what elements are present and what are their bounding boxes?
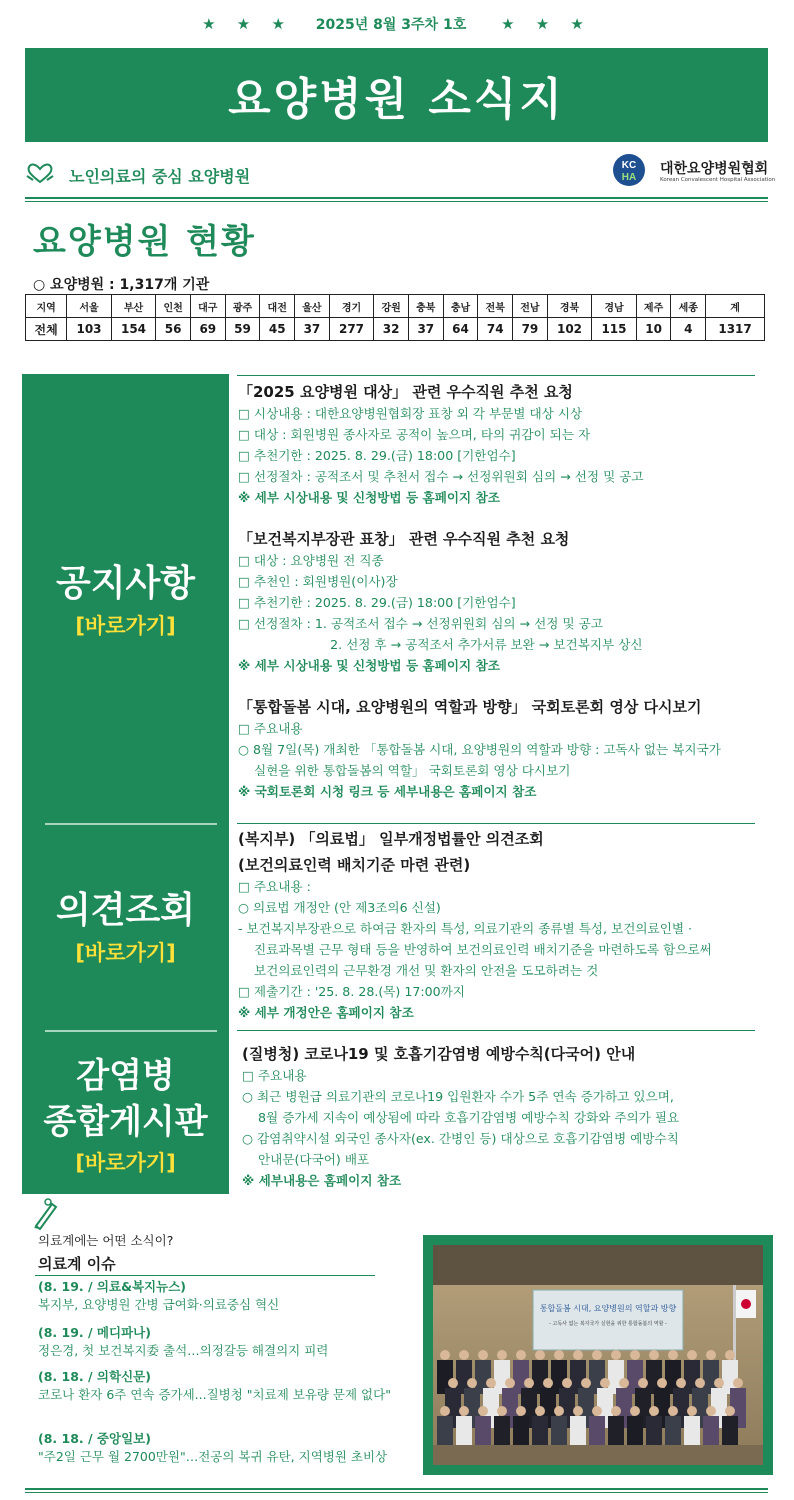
region-header-cell: 경남 (592, 295, 636, 318)
notice-section (238, 381, 788, 802)
region-value-cell: 79 (513, 318, 548, 341)
region-value-cell: 154 (111, 318, 155, 341)
infection-line: ○ 감염취약시설 외국인 종사자(ex. 간병인 등) 대상으로 호흡기감염병 예방수칙 (242, 1131, 679, 1146)
region-value-cell: 32 (374, 318, 409, 341)
status-title: 요양병원 현황 (33, 222, 256, 262)
title-banner (25, 48, 768, 142)
notice-note: ※ 세부 시상내용 및 신청방법 등 홈페이지 참조 (238, 490, 500, 505)
opinion-line: 보건의료인력의 근무환경 개선 및 환자의 안전을 도모하려는 것 (238, 963, 599, 978)
region-header-cell: 제주 (636, 295, 671, 318)
region-header-cell: 대구 (190, 295, 225, 318)
opinion-title-1[interactable]: (복지부) 「의료법」 일부개정법률안 의견조회 (238, 830, 544, 848)
news-item[interactable] (38, 1324, 408, 1360)
region-value-cell: 56 (156, 318, 191, 341)
svg-text:HA: HA (621, 172, 637, 183)
news-title[interactable]: "주2일 근무 월 2700만원"…전공의 복귀 유탄, 지역병원 초비상 (38, 1449, 388, 1464)
region-value-cell: 1317 (706, 318, 765, 341)
region-value-cell: 277 (329, 318, 373, 341)
region-header-cell: 전남 (513, 295, 548, 318)
photo-frame (423, 1235, 773, 1475)
notice-panel-title: 공지사항 (55, 563, 196, 604)
header-divider (25, 197, 768, 202)
region-value-cell: 102 (547, 318, 591, 341)
region-value-cell: 37 (408, 318, 443, 341)
notice-item-2 (238, 528, 788, 676)
opinion-line: - 보건복지부장관으로 하여금 환자의 특성, 의료기관의 종류별 특성, 보건의료인별 · (238, 921, 693, 936)
newsletter-title: 요양병원 소식지 (228, 74, 565, 125)
region-header-cell: 전북 (478, 295, 513, 318)
region-header-cell: 대전 (260, 295, 295, 318)
region-header-cell: 강원 (374, 295, 409, 318)
slogan (25, 162, 250, 188)
opinion-line: ○ 의료법 개정안 (안 제3조의6 신설) (238, 900, 441, 915)
region-header-cell: 경기 (329, 295, 373, 318)
notice-item-3 (238, 696, 788, 802)
opinion-line: □ 제출기간 : '25. 8. 28.(목) 17:00까지 (238, 984, 465, 999)
notice-line: 2. 선정 후 → 공적조서 추가서류 보완 → 보건복지부 상신 (238, 637, 643, 652)
infection-panel-title-1: 감염병 (76, 1056, 175, 1096)
slogan-text: 노인의료의 중심 요양병원 (69, 166, 251, 186)
notice-line: □ 추천인 : 회원병원(이사)장 (238, 574, 398, 589)
svg-text:KC: KC (621, 160, 637, 171)
infection-section (242, 1043, 792, 1191)
region-value-cell: 45 (260, 318, 295, 341)
pen-icon (30, 1198, 60, 1234)
news-source: (8. 19. / 메디파나) (38, 1325, 151, 1340)
news-item[interactable] (38, 1430, 398, 1466)
kcha-logo-icon (606, 152, 652, 192)
region-header-cell: 인천 (156, 295, 191, 318)
notice-link[interactable]: [바로가기] (75, 614, 176, 638)
footer-divider (25, 1488, 768, 1493)
issue-number: 2025년 8월 3주차 1호 (315, 17, 467, 33)
association-subtitle: Korean Convalescent Hospital Association (660, 177, 776, 183)
notice-line: □ 선정절차 : 1. 공적조서 접수 → 선정위원회 심의 → 선정 및 공고 (238, 616, 603, 631)
notice-title[interactable]: 「통합돌봄 시대, 요양병원의 역할과 방향」 국회토론회 영상 다시보기 (238, 698, 702, 716)
infection-title[interactable]: (질병청) 코로나19 및 호흡기감염병 예방수칙(다국어) 안내 (242, 1045, 636, 1063)
opinion-line: □ 주요내용 : (238, 879, 311, 894)
notice-line: □ 대상 : 요양병원 전 직종 (238, 553, 384, 568)
region-value-cell: 4 (671, 318, 706, 341)
region-header-cell: 광주 (225, 295, 260, 318)
region-header-cell: 지역 (26, 295, 67, 318)
issue-line (0, 14, 794, 34)
notice-note: ※ 세부 시상내용 및 신청방법 등 홈페이지 참조 (238, 658, 500, 673)
opinion-section (238, 828, 788, 1023)
forum-group-photo[interactable] (433, 1245, 763, 1465)
svg-text:- 고독사 없는 복지국가 실현을 위한 통합돌봄의 역할: - 고독사 없는 복지국가 실현을 위한 통합돌봄의 역할 - (549, 1321, 667, 1327)
news-source: (8. 19. / 의료&복지뉴스) (38, 1279, 186, 1294)
news-title[interactable]: 정은경, 첫 보건복지委 출석…의정갈등 해결의지 피력 (38, 1343, 329, 1358)
region-header-cell: 계 (706, 295, 765, 318)
panel-divider-2 (45, 1030, 217, 1032)
news-item[interactable] (38, 1278, 408, 1314)
svg-text:통합돌봄 시대, 요양병원의 역할과 방향: 통합돌봄 시대, 요양병원의 역할과 방향 (539, 1304, 677, 1313)
heart-hands-icon (25, 162, 55, 188)
notice-line: □ 추천기한 : 2025. 8. 29.(금) 18:00 [기한엄수] (238, 595, 516, 610)
region-value-cell: 64 (443, 318, 478, 341)
notice-item-1 (238, 381, 788, 508)
region-value-cell: 115 (592, 318, 636, 341)
region-header-cell: 부산 (111, 295, 155, 318)
notice-line: □ 시상내용 : 대한요양병원협회장 표창 외 각 부문별 대상 시상 (238, 406, 583, 421)
notice-title[interactable]: 「2025 요양병원 대상」 관련 우수직원 추천 요청 (238, 383, 573, 401)
panel-divider-1 (45, 823, 217, 825)
news-title[interactable]: 복지부, 요양병원 간병 급여화·의료중심 혁신 (38, 1297, 280, 1312)
infection-line: 안내문(다국어) 배포 (242, 1152, 370, 1167)
hospital-count: ○ 요양병원 : 1,317개 기관 (33, 277, 210, 293)
notice-title[interactable]: 「보건복지부장관 표창」 관련 우수직원 추천 요청 (238, 530, 570, 548)
infection-note: ※ 세부내용은 홈페이지 참조 (242, 1173, 402, 1188)
region-value-cell: 103 (67, 318, 111, 341)
news-source: (8. 18. / 중앙일보) (38, 1431, 151, 1446)
stars-left: ★ ★ ★ (202, 15, 293, 33)
infection-line: ○ 최근 병원급 의료기관의 코로나19 입원환자 수가 5주 연속 증가하고 있으며, (242, 1089, 674, 1104)
opinion-link[interactable]: [바로가기] (75, 941, 176, 965)
opinion-panel[interactable] (22, 887, 229, 967)
region-header-cell: 서울 (67, 295, 111, 318)
opinion-note: ※ 세부 개정안은 홈페이지 참조 (238, 1005, 414, 1020)
section-divider-1 (237, 823, 755, 824)
section-top-line (237, 375, 755, 376)
notice-note: ※ 국회토론회 시청 링크 등 세부내용은 홈페이지 참조 (238, 784, 537, 799)
association-name: 대한요양병원협회 (660, 161, 769, 177)
region-value-cell: 37 (295, 318, 330, 341)
infection-line: □ 주요내용 (242, 1068, 307, 1083)
region-header-cell: 경북 (547, 295, 591, 318)
notice-line: □ 추천기한 : 2025. 8. 29.(금) 18:00 [기한엄수] (238, 448, 516, 463)
region-value-cell: 전체 (26, 318, 67, 341)
opinion-panel-title: 의견조회 (55, 890, 196, 931)
news-item[interactable] (38, 1368, 398, 1404)
infection-link[interactable]: [바로가기] (75, 1151, 176, 1175)
opinion-line: 진료과목별 근무 형태 등을 반영하여 보건의료인력 배치기준을 마련하도록 함으로써 (238, 942, 712, 957)
news-title[interactable]: 코로나 환자 6주 연속 증가세...질병청 "치료제 보유량 문제 없다" (38, 1387, 391, 1402)
stars-right: ★ ★ ★ (501, 15, 592, 33)
infection-line: 8월 증가세 지속이 예상됨에 따라 호흡기감염병 예방수칙 강화와 주의가 필요 (242, 1110, 680, 1125)
news-source: (8. 18. / 의학신문) (38, 1369, 151, 1384)
section-divider-2 (237, 1030, 755, 1031)
notice-line: □ 선정절차 : 공적조서 및 추천서 접수 → 선정위원회 심의 → 선정 및 공고 (238, 469, 644, 484)
opinion-title-2: (보건의료인력 배치기준 마련 관련) (238, 856, 471, 874)
news-intro: 의료계에는 어떤 소식이? (38, 1233, 174, 1248)
region-header-row (26, 295, 765, 318)
news-heading-underline (35, 1275, 375, 1276)
association-logo[interactable] (606, 152, 775, 192)
region-value-cell: 59 (225, 318, 260, 341)
news-heading: 의료계 이슈 (38, 1255, 116, 1273)
region-header-cell: 충북 (408, 295, 443, 318)
region-header-cell: 세종 (671, 295, 706, 318)
infection-panel-title-2: 종합게시판 (43, 1102, 208, 1142)
region-value-row (26, 318, 765, 341)
infection-panel[interactable] (22, 1053, 229, 1177)
notice-line: □ 주요내용 (238, 721, 303, 736)
notice-line: □ 대상 : 회원병원 종사자로 공적이 높으며, 타의 귀감이 되는 자 (238, 427, 591, 442)
notice-panel[interactable] (22, 560, 229, 640)
notice-line: ○ 8월 7일(목) 개최한 「통합돌봄 시대, 요양병원의 역할과 방향 : 고독사 없는 복지국가 (238, 742, 721, 757)
region-header-cell: 울산 (295, 295, 330, 318)
region-value-cell: 69 (190, 318, 225, 341)
region-value-cell: 74 (478, 318, 513, 341)
region-value-cell: 10 (636, 318, 671, 341)
notice-line: 실현을 위한 통합돌봄의 역할」 국회토론회 영상 다시보기 (238, 763, 571, 778)
region-header-cell: 충남 (443, 295, 478, 318)
region-table (25, 294, 765, 341)
